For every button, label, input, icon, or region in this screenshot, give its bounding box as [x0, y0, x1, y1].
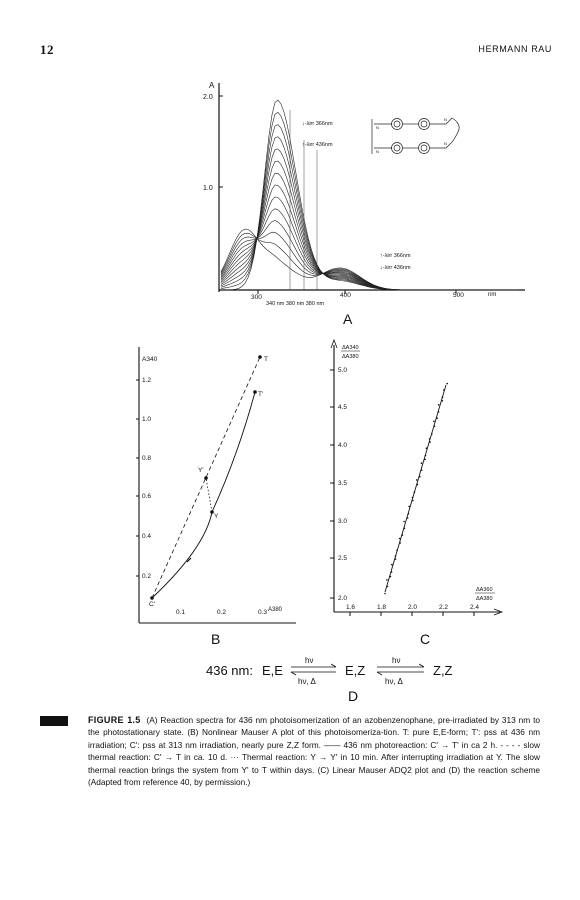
caption-label: FIGURE 1.5	[88, 715, 141, 725]
panel-c-point	[402, 534, 404, 536]
panel-c-point	[434, 426, 436, 428]
structure-n-label-2: N	[376, 149, 379, 154]
spectrum-curve	[221, 209, 518, 290]
panel-c-point	[416, 479, 418, 481]
panel-a-spectrum-curves	[221, 100, 518, 290]
panel-c-point	[399, 538, 401, 540]
spectrum-curve	[221, 229, 518, 290]
panel-c-letter: C	[420, 631, 431, 647]
structure-n-label-3: N	[444, 117, 447, 122]
panel-c-point	[438, 404, 440, 406]
panel-b-y-ticks	[136, 377, 151, 580]
panel-a-annotation-bottom-2: ↓-λirr 436nm	[380, 265, 411, 271]
panel-c-x-ticks	[346, 604, 479, 616]
panel-c-fit-line	[385, 385, 446, 592]
caption-text: (A) Reaction spectra for 436 nm photoisomerization of an azobenzenophane, pre-irradiated by 313 nm to the photostationary state. (B) Nonlinear Mauser A plot of this photoisomeriza-tion. T: pure E,E-form; T': pss at 436 nm irradiation; C': pss at 313 nm irradiation, nearly pure Z,Z form. —— 436 nm photoreaction: C' → T' in ca 2 h. - - - - slow thermal reaction: C' → T in ca. 10 d. ··· Thermal reaction: Y → Y' in 10 min. After interrupting irradiation at Y. The slow thermal reaction brings the system from Y' to T within days. (C) Linear Mauser ADQ2 plot and (D) the reaction scheme (Adapted from reference 40, by permission.)	[88, 715, 541, 788]
panel-c-point	[417, 484, 419, 486]
panel-c-x-label-den: ΔA380	[476, 596, 493, 602]
panel-c-ytick-5.0: 5.0	[338, 367, 348, 374]
panel-b-ytick-0.2: 0.2	[142, 573, 152, 580]
panel-c-point	[412, 497, 414, 499]
panel-c-ytick-4.0: 4.0	[338, 442, 348, 449]
panel-c-ytick-3.5: 3.5	[338, 480, 348, 487]
panel-b-ytick-1.2: 1.2	[142, 377, 152, 384]
panel-c-ytick-4.5: 4.5	[338, 404, 348, 411]
structure-n-label-1: N	[376, 125, 379, 130]
panel-c-point	[443, 389, 445, 391]
panel-b-label-t: T	[264, 356, 268, 363]
figure-caption	[88, 714, 540, 788]
scheme-prefix: 436 nm:	[206, 663, 253, 678]
panel-c-point	[408, 506, 410, 508]
panel-d-letter: D	[348, 688, 359, 704]
panel-d-reaction-scheme	[206, 656, 453, 704]
panel-b-label-y-prime: Y'	[198, 467, 204, 474]
panel-a-ytick-2: 2.0	[203, 94, 213, 101]
panel-c-point	[403, 521, 405, 523]
panel-c-ytick-3.0: 3.0	[338, 518, 348, 525]
panel-c-point	[391, 564, 393, 566]
panel-c-point	[408, 513, 410, 515]
scheme-arrow-bottom-2: hν, Δ	[385, 677, 403, 686]
panel-c-y-label-num: ΔA340	[342, 345, 359, 351]
panel-c-point	[438, 411, 440, 413]
panel-a-xtick-400: 400	[340, 292, 351, 299]
panel-c-point	[390, 576, 392, 578]
panel-a-ytick-1: 1.0	[203, 185, 213, 192]
panel-c-linear-plot	[330, 340, 502, 647]
spectrum-curve	[221, 221, 518, 291]
spectrum-curve	[221, 233, 518, 290]
panel-c-point	[421, 462, 423, 464]
panel-c-xtick-2.2: 2.2	[439, 604, 449, 611]
panel-b-xtick-0.3: 0.3	[258, 609, 268, 616]
panel-c-point	[391, 571, 393, 573]
panel-c-point	[429, 438, 431, 440]
panel-a-x-ticks	[251, 290, 496, 307]
panel-a-xtick-500: 500	[453, 292, 464, 299]
panel-c-point	[419, 476, 421, 478]
panel-c-x-label-num: ΔA360	[476, 587, 493, 593]
panel-b-ytick-0.8: 0.8	[142, 455, 152, 462]
scheme-arrows-2	[377, 664, 424, 675]
panel-b-x-label: A380	[268, 607, 283, 613]
panel-a-spectra	[203, 81, 525, 327]
panel-b-point-c-prime	[150, 596, 154, 600]
spectrum-curve	[221, 185, 518, 290]
caption-marker	[40, 716, 68, 726]
panel-a-y-label: A	[209, 81, 215, 90]
panel-c-point	[395, 558, 397, 560]
panel-c-xtick-1.6: 1.6	[346, 604, 356, 611]
panel-b-x-ticks	[176, 607, 283, 616]
spectrum-curve	[221, 125, 518, 290]
panel-b-letter: B	[211, 631, 221, 647]
panel-c-point	[404, 528, 406, 530]
panel-c-point	[431, 433, 433, 435]
panel-b-ytick-1.0: 1.0	[142, 416, 152, 423]
panel-c-point	[442, 400, 444, 402]
panel-c-y-ticks	[330, 367, 347, 602]
running-head: HERMANN RAU	[478, 44, 552, 54]
panel-b-xtick-0.1: 0.1	[176, 609, 186, 616]
panel-c-point	[429, 441, 431, 443]
structure-n-label-4: N	[444, 141, 447, 146]
scheme-species-zz: Z,Z	[433, 663, 453, 678]
panel-a-annotation-top-2: ↑-λirr 436nm	[302, 142, 333, 148]
panel-c-point	[414, 491, 416, 493]
spectrum-curve	[221, 137, 518, 290]
panel-c-xtick-2.4: 2.4	[470, 604, 480, 611]
panel-c-point	[446, 383, 448, 385]
panel-c-point	[387, 586, 389, 588]
panel-a-xtick-300: 300	[251, 294, 262, 301]
azobenzenophane-structure	[372, 118, 459, 154]
panel-b-mauser-plot	[136, 347, 296, 647]
panel-b-label-y: Y	[214, 513, 219, 520]
panel-b-thermal-dotted-line	[206, 478, 212, 512]
panel-b-xtick-0.2: 0.2	[217, 609, 227, 616]
panel-b-ytick-0.6: 0.6	[142, 493, 152, 500]
scheme-species-ee: E,E	[262, 663, 283, 678]
panel-c-point	[399, 542, 401, 544]
page-number: 12	[40, 42, 54, 57]
spectrum-curve	[221, 100, 518, 290]
spectrum-curve	[221, 112, 518, 290]
panel-c-point	[412, 500, 414, 502]
panel-c-point	[396, 550, 398, 552]
panel-c-point	[407, 517, 409, 519]
panel-b-photoreaction-curve	[152, 392, 255, 598]
panel-b-label-c-prime: C'	[149, 601, 155, 608]
panel-c-point	[442, 396, 444, 398]
panel-a-annotation-bottom-1: ↑-λirr 366nm	[380, 253, 411, 259]
panel-c-point	[395, 555, 397, 557]
panel-c-point	[421, 469, 423, 471]
scheme-arrow-top-2: hν	[392, 656, 401, 665]
panel-b-point-y-prime	[204, 476, 208, 480]
panel-a-xtick-unit: nm	[488, 292, 497, 298]
panel-a-x-sublabels: 340 nm 380 nm 380 nm	[266, 301, 325, 307]
panel-b-label-t-prime: T'	[258, 391, 264, 398]
panel-c-point	[384, 593, 386, 595]
panel-b-ytick-0.4: 0.4	[142, 533, 152, 540]
panel-c-point	[425, 455, 427, 457]
panel-c-y-label-den: ΔA380	[342, 354, 359, 360]
panel-b-point-t-prime	[253, 390, 257, 394]
panel-b-y-label: A340	[142, 356, 158, 363]
panel-c-xtick-1.8: 1.8	[377, 604, 387, 611]
panel-a-letter: A	[343, 311, 353, 327]
panel-c-point	[386, 579, 388, 581]
panel-c-ytick-2.0: 2.0	[338, 595, 348, 602]
panel-c-xtick-2.0: 2.0	[408, 604, 418, 611]
scheme-arrow-bottom-1: hν, Δ	[298, 677, 316, 686]
panel-c-point	[436, 417, 438, 419]
panel-b-point-t	[258, 355, 262, 359]
scheme-arrow-top-1: hν	[305, 656, 314, 665]
spectrum-curve	[221, 232, 518, 290]
panel-c-ytick-2.5: 2.5	[338, 555, 348, 562]
panel-a-annotation-top-1: ↓-λirr 366nm	[302, 121, 333, 127]
panel-c-point	[424, 459, 426, 461]
panel-c-point	[426, 447, 428, 449]
panel-c-point	[433, 421, 435, 423]
scheme-arrows-1	[291, 664, 336, 675]
scheme-species-ez: E,Z	[345, 663, 366, 678]
